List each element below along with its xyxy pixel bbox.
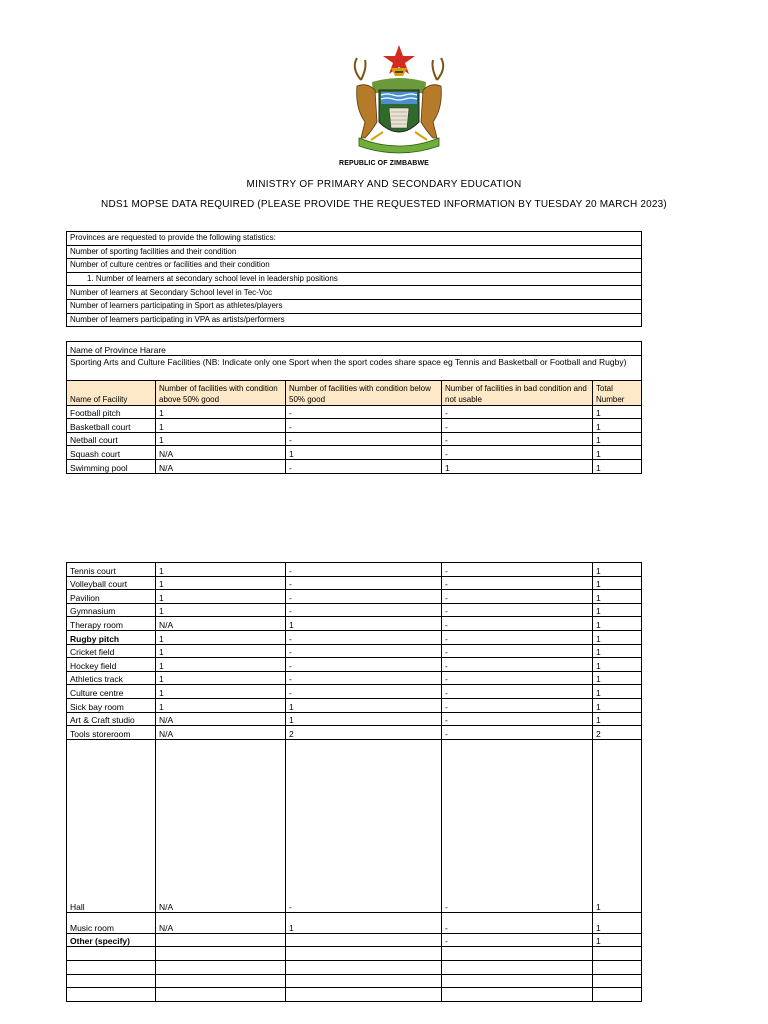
facility-name: Netball court xyxy=(67,432,156,446)
facility-name: Pavilion xyxy=(67,590,156,604)
facility-count: 1 xyxy=(156,590,286,604)
facility-count xyxy=(156,933,286,947)
column-header: Name of Facility xyxy=(67,380,156,405)
empty-cell xyxy=(156,947,286,961)
facility-count: - xyxy=(286,405,442,419)
table-row xyxy=(67,419,642,433)
facility-count: - xyxy=(442,446,593,460)
facility-count: 1 xyxy=(593,459,642,473)
table-row xyxy=(67,698,642,712)
data-request-title: NDS1 MOPSE DATA REQUIRED (PLEASE PROVIDE THE REQUESTED INFORMATION BY TUESDAY 20 MARCH 2023) xyxy=(101,199,667,210)
requirement-item: 1. Number of learners at secondary school level in leadership positions xyxy=(67,272,642,286)
facility-count: 2 xyxy=(593,726,642,740)
facility-name: Swimming pool xyxy=(67,459,156,473)
requirement-item: Number of learners participating in VPA as artists/performers xyxy=(67,313,642,327)
empty-cell xyxy=(593,974,642,988)
empty-cell xyxy=(67,960,156,974)
facility-name: Art & Craft studio xyxy=(67,712,156,726)
empty-row xyxy=(67,988,642,1002)
facility-count: - xyxy=(442,644,593,658)
column-header: Number of facilities with condition below 50% good xyxy=(286,380,442,405)
empty-cell xyxy=(286,960,442,974)
facilities-table-part2 xyxy=(66,562,642,1002)
facility-count: - xyxy=(442,576,593,590)
table-row xyxy=(67,563,642,577)
table-row xyxy=(67,459,642,473)
facility-count: 1 xyxy=(156,432,286,446)
facility-name: Therapy room xyxy=(67,617,156,631)
facility-count: 1 xyxy=(156,658,286,672)
facility-count: 1 xyxy=(593,912,642,933)
table-row xyxy=(67,685,642,699)
facility-count: 1 xyxy=(593,644,642,658)
empty-row xyxy=(67,974,642,988)
facility-count: 2 xyxy=(286,726,442,740)
facility-count: 1 xyxy=(593,933,642,947)
facility-name: Sick bay room xyxy=(67,698,156,712)
facility-count: - xyxy=(442,658,593,672)
column-header: Number of facilities with condition above 50% good xyxy=(156,380,286,405)
facility-count: - xyxy=(442,726,593,740)
facility-count: - xyxy=(286,563,442,577)
facility-count: 1 xyxy=(593,576,642,590)
republic-title: REPUBLIC OF ZIMBABWE xyxy=(339,160,429,167)
facilities-note: Sporting Arts and Culture Facilities (NB: Indicate only one Sport when the sport codes share space eg Tennis and Basketball or Football and Rugby) xyxy=(67,355,642,380)
facility-name: Other (specify) xyxy=(67,933,156,947)
requirement-item: Number of sporting facilities and their condition xyxy=(67,245,642,259)
table-row xyxy=(67,671,642,685)
table-row xyxy=(67,590,642,604)
facility-count: - xyxy=(442,671,593,685)
facility-name: Gymnasium xyxy=(67,603,156,617)
column-header: Number of facilities in bad condition and not usable xyxy=(442,380,593,405)
table-row xyxy=(67,405,642,419)
facility-name: Hockey field xyxy=(67,658,156,672)
facility-count: 1 xyxy=(593,671,642,685)
facility-count: 1 xyxy=(593,590,642,604)
facility-count: 1 xyxy=(286,912,442,933)
empty-cell xyxy=(286,947,442,961)
facility-count: N/A xyxy=(156,726,286,740)
facility-count: - xyxy=(286,644,442,658)
facility-count: - xyxy=(442,685,593,699)
facility-count: 1 xyxy=(593,630,642,644)
facility-count: - xyxy=(286,630,442,644)
facility-count: - xyxy=(442,617,593,631)
facility-count: - xyxy=(442,698,593,712)
empty-cell xyxy=(156,988,286,1002)
table-row xyxy=(67,739,642,912)
facility-count: 1 xyxy=(156,698,286,712)
facilities-table-part1 xyxy=(66,341,642,474)
facility-count: - xyxy=(442,739,593,912)
requirements-table xyxy=(66,231,642,327)
facility-count: N/A xyxy=(156,459,286,473)
table-row xyxy=(67,933,642,947)
facility-name: Tennis court xyxy=(67,563,156,577)
empty-cell xyxy=(286,988,442,1002)
empty-row xyxy=(67,947,642,961)
requirement-item: Number of learners at Secondary School level in Tec-Voc xyxy=(67,286,642,300)
facility-count: 1 xyxy=(593,739,642,912)
facility-count: 1 xyxy=(156,644,286,658)
empty-cell xyxy=(442,960,593,974)
facility-name: Football pitch xyxy=(67,405,156,419)
facility-count: 1 xyxy=(593,603,642,617)
facility-count: 1 xyxy=(156,685,286,699)
facility-count: 1 xyxy=(156,405,286,419)
facility-count: 1 xyxy=(156,630,286,644)
facility-name: Hall xyxy=(67,739,156,912)
facility-name: Music room xyxy=(67,912,156,933)
facility-count xyxy=(286,933,442,947)
facility-count: 1 xyxy=(593,419,642,433)
coat-of-arms-emblem xyxy=(337,42,461,158)
empty-cell xyxy=(156,974,286,988)
empty-cell xyxy=(67,974,156,988)
empty-cell xyxy=(67,988,156,1002)
facility-count: 1 xyxy=(593,432,642,446)
empty-cell xyxy=(286,974,442,988)
facility-count: 1 xyxy=(593,658,642,672)
facility-count: N/A xyxy=(156,617,286,631)
facility-count: 1 xyxy=(593,685,642,699)
facility-count: - xyxy=(442,603,593,617)
facility-count: 1 xyxy=(156,576,286,590)
facility-count: 1 xyxy=(286,698,442,712)
facility-count: 1 xyxy=(156,419,286,433)
table-row xyxy=(67,603,642,617)
facility-count: - xyxy=(442,432,593,446)
facility-name: Culture centre xyxy=(67,685,156,699)
empty-cell xyxy=(67,947,156,961)
facility-count: 1 xyxy=(156,563,286,577)
facility-count: 1 xyxy=(442,459,593,473)
facility-count: - xyxy=(286,419,442,433)
facility-count: 1 xyxy=(156,671,286,685)
facility-count: 1 xyxy=(286,617,442,631)
requirements-intro: Provinces are requested to provide the following statistics: xyxy=(67,232,642,246)
facility-count: - xyxy=(286,590,442,604)
facility-name: Volleyball court xyxy=(67,576,156,590)
empty-row xyxy=(67,960,642,974)
facility-count: - xyxy=(442,563,593,577)
table-row xyxy=(67,712,642,726)
facility-name: Tools storeroom xyxy=(67,726,156,740)
facility-count: - xyxy=(442,419,593,433)
table-row xyxy=(67,576,642,590)
empty-cell xyxy=(593,960,642,974)
table-row xyxy=(67,446,642,460)
facility-count: - xyxy=(286,671,442,685)
empty-cell xyxy=(593,947,642,961)
facility-count: - xyxy=(286,603,442,617)
facility-count: - xyxy=(286,739,442,912)
ministry-title: MINISTRY OF PRIMARY AND SECONDARY EDUCATION xyxy=(246,179,522,190)
facility-count: 1 xyxy=(593,446,642,460)
facility-count: - xyxy=(442,712,593,726)
facility-count: - xyxy=(442,912,593,933)
facility-count: 1 xyxy=(593,712,642,726)
facility-name: Athletics track xyxy=(67,671,156,685)
facility-count: 1 xyxy=(593,617,642,631)
facility-count: - xyxy=(286,432,442,446)
facility-name: Basketball court xyxy=(67,419,156,433)
facility-count: - xyxy=(286,658,442,672)
empty-cell xyxy=(442,947,593,961)
facility-count: - xyxy=(286,685,442,699)
requirement-item: Number of culture centres or facilities and their condition xyxy=(67,259,642,273)
facility-count: 1 xyxy=(286,712,442,726)
facility-name: Rugby pitch xyxy=(67,630,156,644)
empty-cell xyxy=(442,988,593,1002)
facility-count: 1 xyxy=(593,405,642,419)
column-header: Total Number xyxy=(593,380,642,405)
facility-count: N/A xyxy=(156,712,286,726)
facility-count: - xyxy=(286,576,442,590)
table-row xyxy=(67,912,642,933)
facility-count: N/A xyxy=(156,912,286,933)
table-row xyxy=(67,617,642,631)
table-row xyxy=(67,644,642,658)
facility-count: - xyxy=(286,459,442,473)
empty-cell xyxy=(156,960,286,974)
empty-cell xyxy=(442,974,593,988)
facility-count: 1 xyxy=(156,603,286,617)
table-row xyxy=(67,630,642,644)
empty-cell xyxy=(593,988,642,1002)
facility-name: Cricket field xyxy=(67,644,156,658)
facility-count: - xyxy=(442,405,593,419)
table-row xyxy=(67,726,642,740)
facility-count: 1 xyxy=(593,563,642,577)
facility-count: 1 xyxy=(286,446,442,460)
table-row xyxy=(67,658,642,672)
facility-count: - xyxy=(442,630,593,644)
facility-count: N/A xyxy=(156,739,286,912)
facility-name: Squash court xyxy=(67,446,156,460)
facility-count: 1 xyxy=(593,698,642,712)
facility-count: - xyxy=(442,933,593,947)
requirement-item: Number of learners participating in Sport as athletes/players xyxy=(67,299,642,313)
facility-count: N/A xyxy=(156,446,286,460)
facility-count: - xyxy=(442,590,593,604)
table-row xyxy=(67,432,642,446)
province-name: Name of Province Harare xyxy=(67,342,642,356)
